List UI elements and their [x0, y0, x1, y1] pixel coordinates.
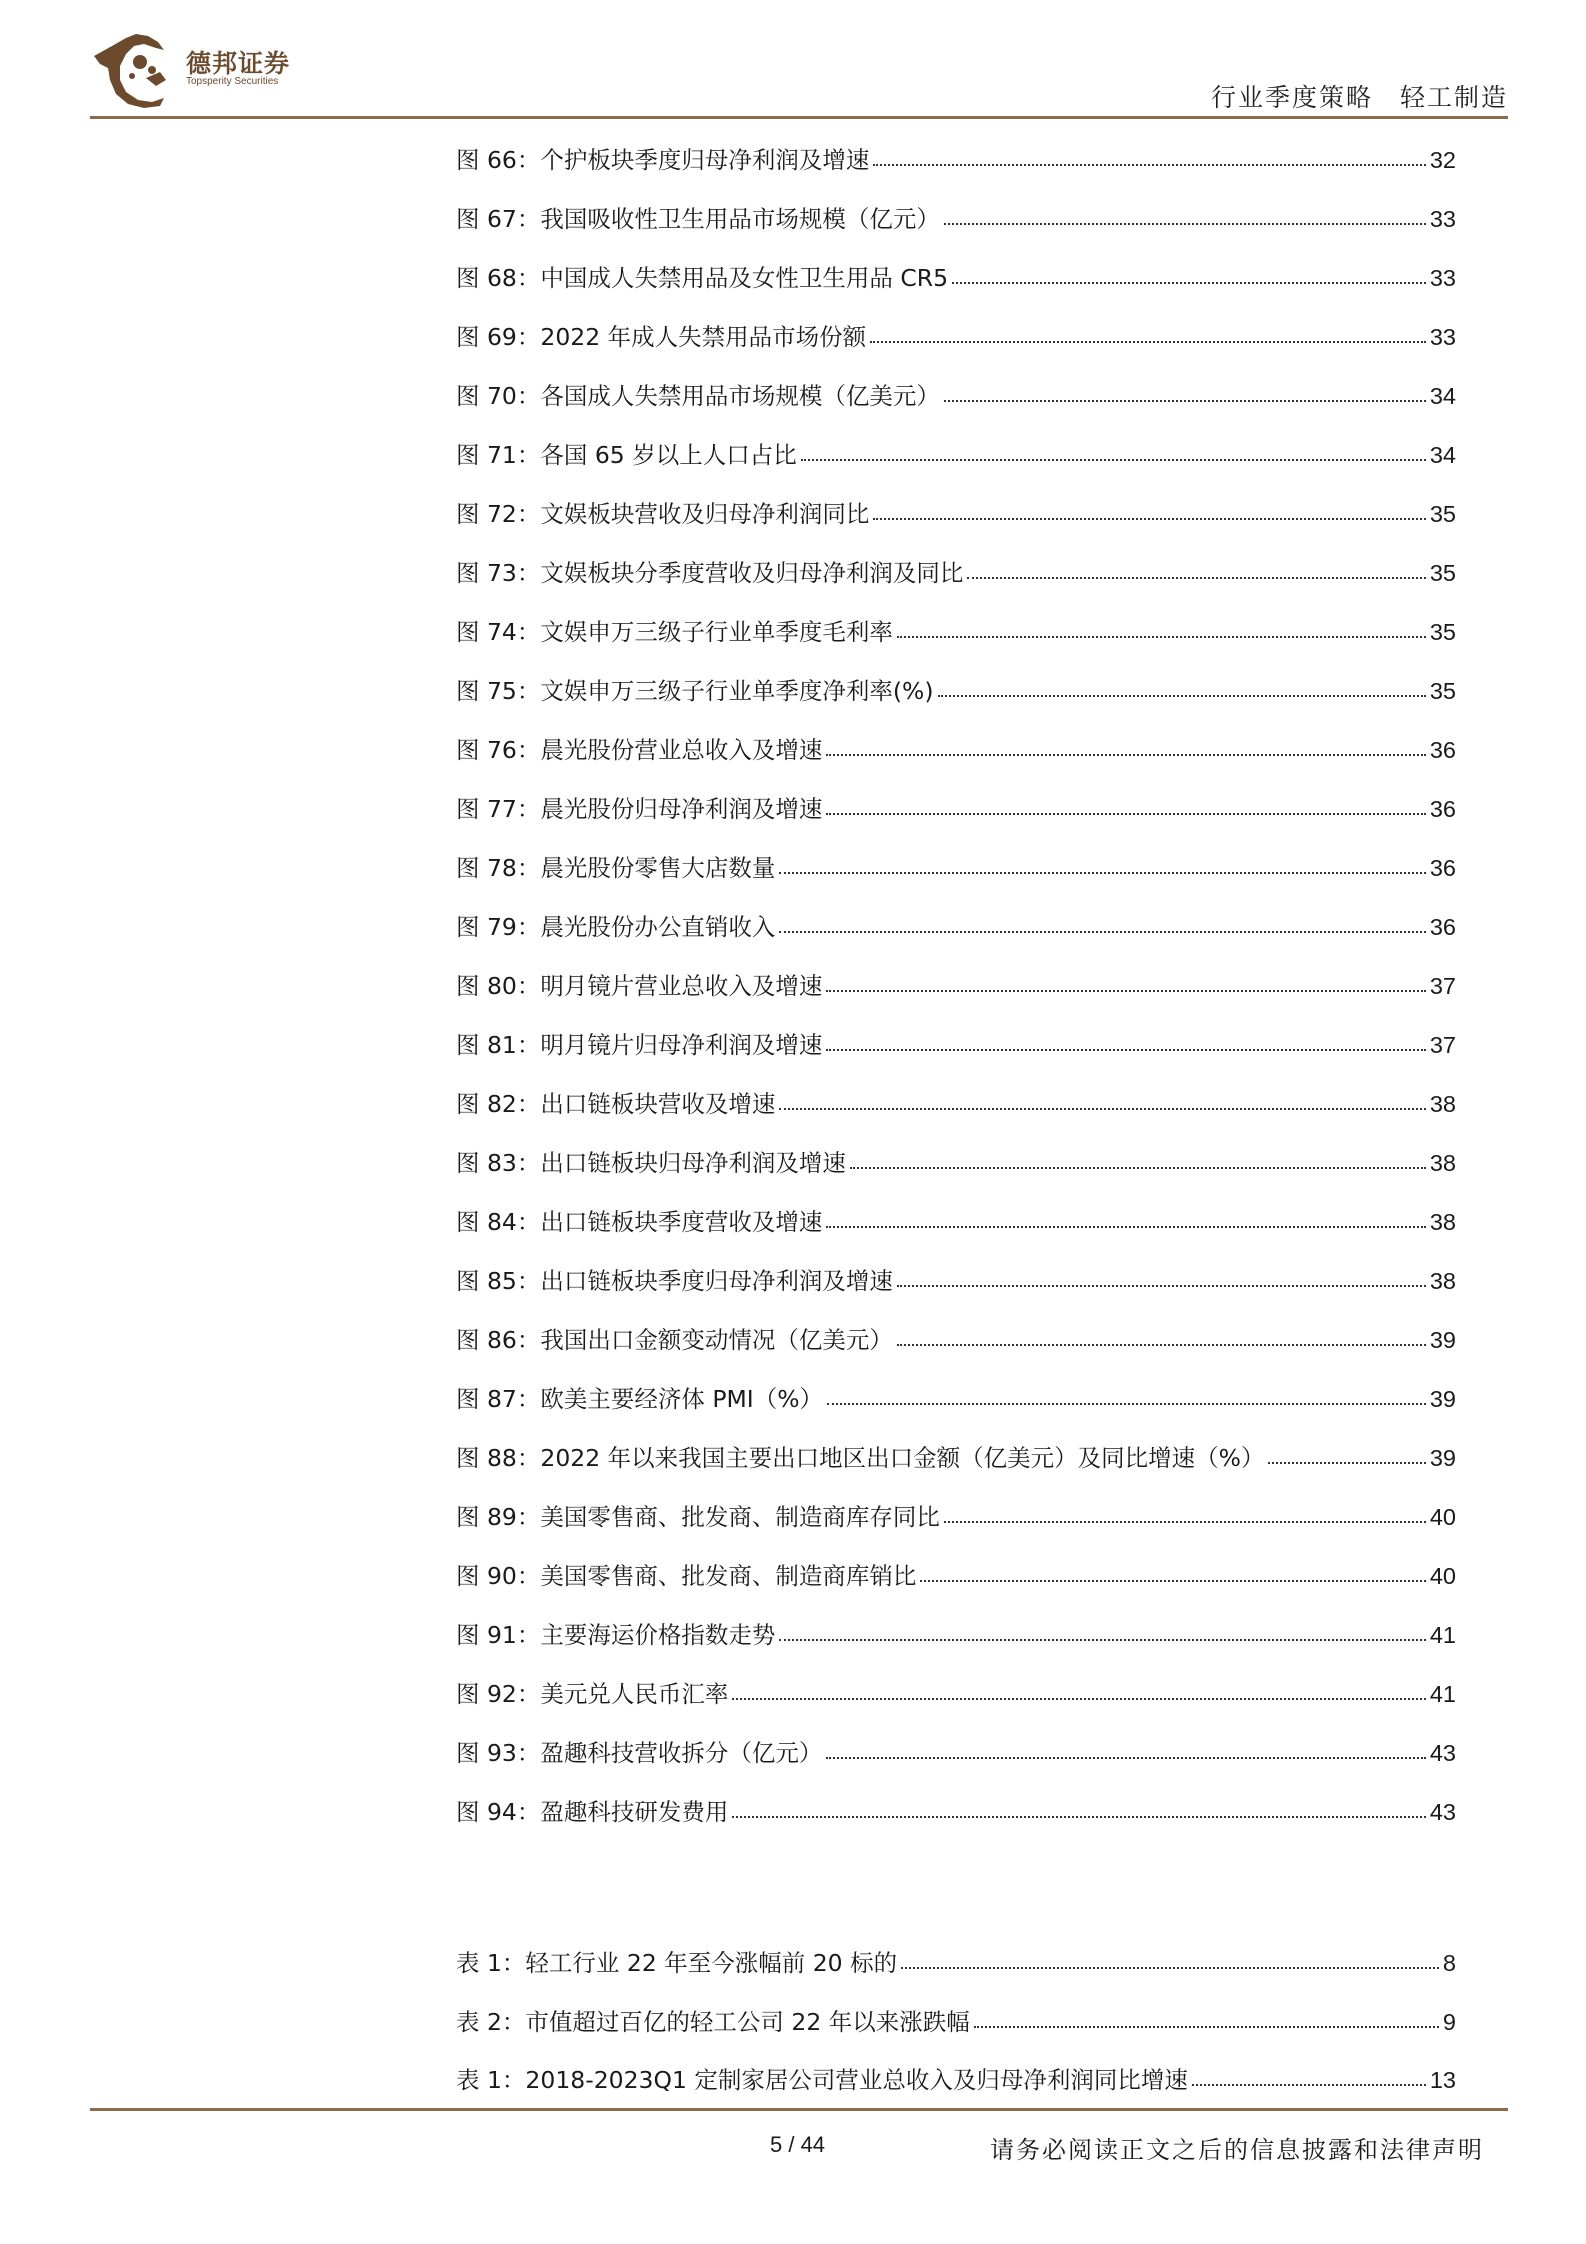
dot-leader — [944, 223, 1426, 225]
dot-leader — [967, 577, 1425, 579]
dot-leader — [974, 2026, 1439, 2028]
dot-leader — [873, 164, 1425, 166]
toc-entry-label: 图 94：盈趣科技研发费用 — [456, 1798, 729, 1826]
dot-leader — [897, 1344, 1426, 1346]
toc-entry-page: 38 — [1429, 1209, 1456, 1235]
toc-entry-label: 图 68：中国成人失禁用品及女性卫生用品 CR5 — [456, 264, 949, 292]
toc-entry-label: 图 81：明月镜片归母净利润及增速 — [456, 1031, 823, 1059]
page-header — [90, 30, 1508, 120]
dot-leader — [826, 1049, 1425, 1051]
toc-entry-page: 38 — [1429, 1268, 1456, 1294]
toc-entry-page: 8 — [1442, 1950, 1456, 1976]
toc-entry-page: 32 — [1429, 147, 1456, 173]
dot-leader — [901, 1967, 1439, 1969]
toc-entry-label: 表 2：市值超过百亿的轻工公司 22 年以来涨跌幅 — [456, 2007, 970, 2036]
toc-entry[interactable] — [456, 377, 1456, 436]
toc-entry-page: 37 — [1429, 1032, 1456, 1058]
toc-entry-page: 36 — [1429, 796, 1456, 822]
toc-entry-label: 表 1：轻工行业 22 年至今涨幅前 20 标的 — [456, 1949, 898, 1977]
toc-entry-label: 图 71：各国 65 岁以上人口占比 — [456, 441, 797, 469]
toc-entry[interactable] — [456, 849, 1456, 908]
dot-leader — [732, 1698, 1425, 1700]
toc-entry[interactable] — [456, 141, 1456, 200]
toc-entry-label: 图 74：文娱申万三级子行业单季度毛利率 — [456, 618, 893, 646]
toc-entry[interactable] — [456, 318, 1456, 377]
toc-entry[interactable] — [456, 1144, 1456, 1203]
toc-entry[interactable] — [456, 790, 1456, 849]
toc-entry[interactable] — [456, 731, 1456, 790]
toc-entry-label: 图 90：美国零售商、批发商、制造商库销比 — [456, 1562, 917, 1590]
toc-entry-page: 35 — [1429, 560, 1456, 586]
toc-entry-label: 表 1：2018-2023Q1 定制家居公司营业总收入及归母净利润同比增速 — [456, 2066, 1188, 2094]
toc-entry-page: 33 — [1429, 324, 1456, 350]
toc-entry[interactable] — [456, 1026, 1456, 1085]
toc-entry-page: 36 — [1429, 737, 1456, 763]
toc-entry[interactable] — [456, 672, 1456, 731]
toc-entry[interactable] — [456, 1262, 1456, 1321]
toc-entry[interactable] — [456, 554, 1456, 613]
toc-entry-page: 40 — [1429, 1504, 1456, 1530]
toc-entry[interactable] — [456, 200, 1456, 259]
brand-name-en: Topsperity Securities — [186, 76, 279, 87]
toc-entry[interactable] — [456, 1321, 1456, 1380]
dot-leader — [779, 1639, 1425, 1641]
toc-entry-label: 图 83：出口链板块归母净利润及增速 — [456, 1149, 846, 1177]
brand-logo — [90, 30, 400, 110]
toc-entry-page: 39 — [1429, 1327, 1456, 1353]
toc-entry-label: 图 91：主要海运价格指数走势 — [456, 1621, 776, 1649]
toc-entry[interactable] — [456, 1734, 1456, 1793]
toc-entry-label: 图 77：晨光股份归母净利润及增速 — [456, 795, 823, 823]
toc-entry-page: 41 — [1429, 1681, 1456, 1707]
brand-name-cn: 德邦证券 — [186, 49, 291, 78]
toc-entry-page: 35 — [1429, 501, 1456, 527]
toc-entry-label: 图 76：晨光股份营业总收入及增速 — [456, 736, 823, 764]
dot-leader — [826, 813, 1425, 815]
toc-entry[interactable] — [456, 1793, 1456, 1852]
toc-entry-page: 43 — [1429, 1799, 1456, 1825]
toc-entry-label: 图 92：美元兑人民币汇率 — [456, 1680, 729, 1708]
toc-entry-label: 图 82：出口链板块营收及增速 — [456, 1090, 776, 1118]
toc-entry[interactable] — [456, 1439, 1456, 1498]
toc-entry-label: 图 87：欧美主要经济体 PMI（%） — [456, 1385, 824, 1413]
dot-leader — [944, 1521, 1426, 1523]
dot-leader — [850, 1167, 1426, 1169]
disclaimer-note: 请务必阅读正文之后的信息披露和法律声明 — [990, 2136, 1484, 2164]
page-number: 5 / 44 — [770, 2132, 826, 2157]
toc-entry-label: 图 86：我国出口金额变动情况（亿美元） — [456, 1326, 893, 1354]
toc-entry-page: 33 — [1429, 206, 1456, 232]
dot-leader — [952, 282, 1426, 284]
dot-leader — [873, 518, 1425, 520]
toc-entry[interactable] — [456, 1557, 1456, 1616]
dot-leader — [920, 1580, 1425, 1582]
toc-entry[interactable] — [456, 908, 1456, 967]
toc-entry[interactable] — [456, 436, 1456, 495]
report-type: 行业季度策略 轻工制造 — [1210, 83, 1508, 112]
toc-entry-label: 图 66：个护板块季度归母净利润及增速 — [456, 146, 870, 174]
dot-leader — [732, 1816, 1425, 1818]
toc-entry-label: 图 85：出口链板块季度归母净利润及增速 — [456, 1267, 893, 1295]
toc-entry-label: 图 88：2022 年以来我国主要出口地区出口金额（亿美元）及同比增速（%） — [456, 1444, 1265, 1472]
toc-entry[interactable] — [456, 967, 1456, 1026]
toc-entry-label: 图 78：晨光股份零售大店数量 — [456, 854, 776, 882]
toc-entry-page: 33 — [1429, 265, 1456, 291]
toc-entry-label: 图 73：文娱板块分季度营收及归母净利润及同比 — [456, 559, 964, 587]
toc-entry-page: 40 — [1429, 1563, 1456, 1589]
toc-entry-page: 36 — [1429, 855, 1456, 881]
toc-entry[interactable] — [456, 1675, 1456, 1734]
toc-entry-label: 图 80：明月镜片营业总收入及增速 — [456, 972, 823, 1000]
toc-entry-label: 图 84：出口链板块季度营收及增速 — [456, 1208, 823, 1236]
toc-entry-page: 34 — [1429, 442, 1456, 468]
toc-entry[interactable] — [456, 2003, 1456, 2062]
toc-entry-page: 39 — [1429, 1386, 1456, 1412]
dot-leader — [779, 872, 1425, 874]
toc-entry-page: 35 — [1429, 678, 1456, 704]
dot-leader — [826, 754, 1425, 756]
toc-entry-page: 9 — [1442, 2008, 1456, 2035]
table-list — [456, 1944, 1456, 2120]
toc-entry-page: 13 — [1429, 2067, 1456, 2093]
toc-entry[interactable] — [456, 613, 1456, 672]
dot-leader — [801, 459, 1426, 461]
toc-entry[interactable] — [456, 1203, 1456, 1262]
figure-list — [456, 141, 1456, 1852]
header-divider — [90, 116, 1508, 119]
toc-entry-label: 图 93：盈趣科技营收拆分（亿元） — [456, 1739, 823, 1767]
toc-entry[interactable] — [456, 1498, 1456, 1557]
toc-entry-page: 38 — [1429, 1091, 1456, 1117]
toc-entry[interactable] — [456, 495, 1456, 554]
dot-leader — [1268, 1462, 1425, 1464]
dot-leader — [870, 341, 1426, 343]
toc-entry-label: 图 69：2022 年成人失禁用品市场份额 — [456, 323, 867, 351]
toc-entry[interactable] — [456, 1616, 1456, 1675]
toc-entry[interactable] — [456, 1944, 1456, 2003]
toc-entry-page: 34 — [1429, 383, 1456, 409]
toc-entry-page: 36 — [1429, 914, 1456, 940]
dot-leader — [938, 695, 1426, 697]
dot-leader — [944, 400, 1426, 402]
toc-entry[interactable] — [456, 259, 1456, 318]
dot-leader — [779, 1108, 1425, 1110]
toc-entry-page: 37 — [1429, 973, 1456, 999]
topsperity-logo-icon — [90, 32, 170, 108]
toc-entry-page: 35 — [1429, 619, 1456, 645]
footer-divider — [90, 2108, 1508, 2111]
toc-entry-page: 38 — [1429, 1150, 1456, 1176]
toc-entry-page: 43 — [1429, 1740, 1456, 1766]
toc-entry-label: 图 72：文娱板块营收及归母净利润同比 — [456, 500, 870, 528]
dot-leader — [897, 1285, 1426, 1287]
toc-entry-label: 图 70：各国成人失禁用品市场规模（亿美元） — [456, 382, 940, 410]
toc-entry-label: 图 89：美国零售商、批发商、制造商库存同比 — [456, 1503, 940, 1531]
dot-leader — [897, 636, 1426, 638]
dot-leader — [826, 990, 1425, 992]
toc-entry[interactable] — [456, 1380, 1456, 1439]
toc-entry-page: 41 — [1429, 1622, 1456, 1648]
toc-entry-label: 图 67：我国吸收性卫生用品市场规模（亿元） — [456, 205, 940, 233]
toc-entry[interactable] — [456, 1085, 1456, 1144]
dot-leader — [779, 931, 1425, 933]
dot-leader — [826, 1226, 1425, 1228]
dot-leader — [826, 1757, 1425, 1759]
dot-leader — [1192, 2084, 1426, 2086]
toc-entry-label: 图 75：文娱申万三级子行业单季度净利率(%) — [456, 677, 934, 705]
dot-leader — [827, 1403, 1426, 1405]
toc-entry-page: 39 — [1429, 1445, 1456, 1471]
toc-entry-label: 图 79：晨光股份办公直销收入 — [456, 913, 776, 941]
